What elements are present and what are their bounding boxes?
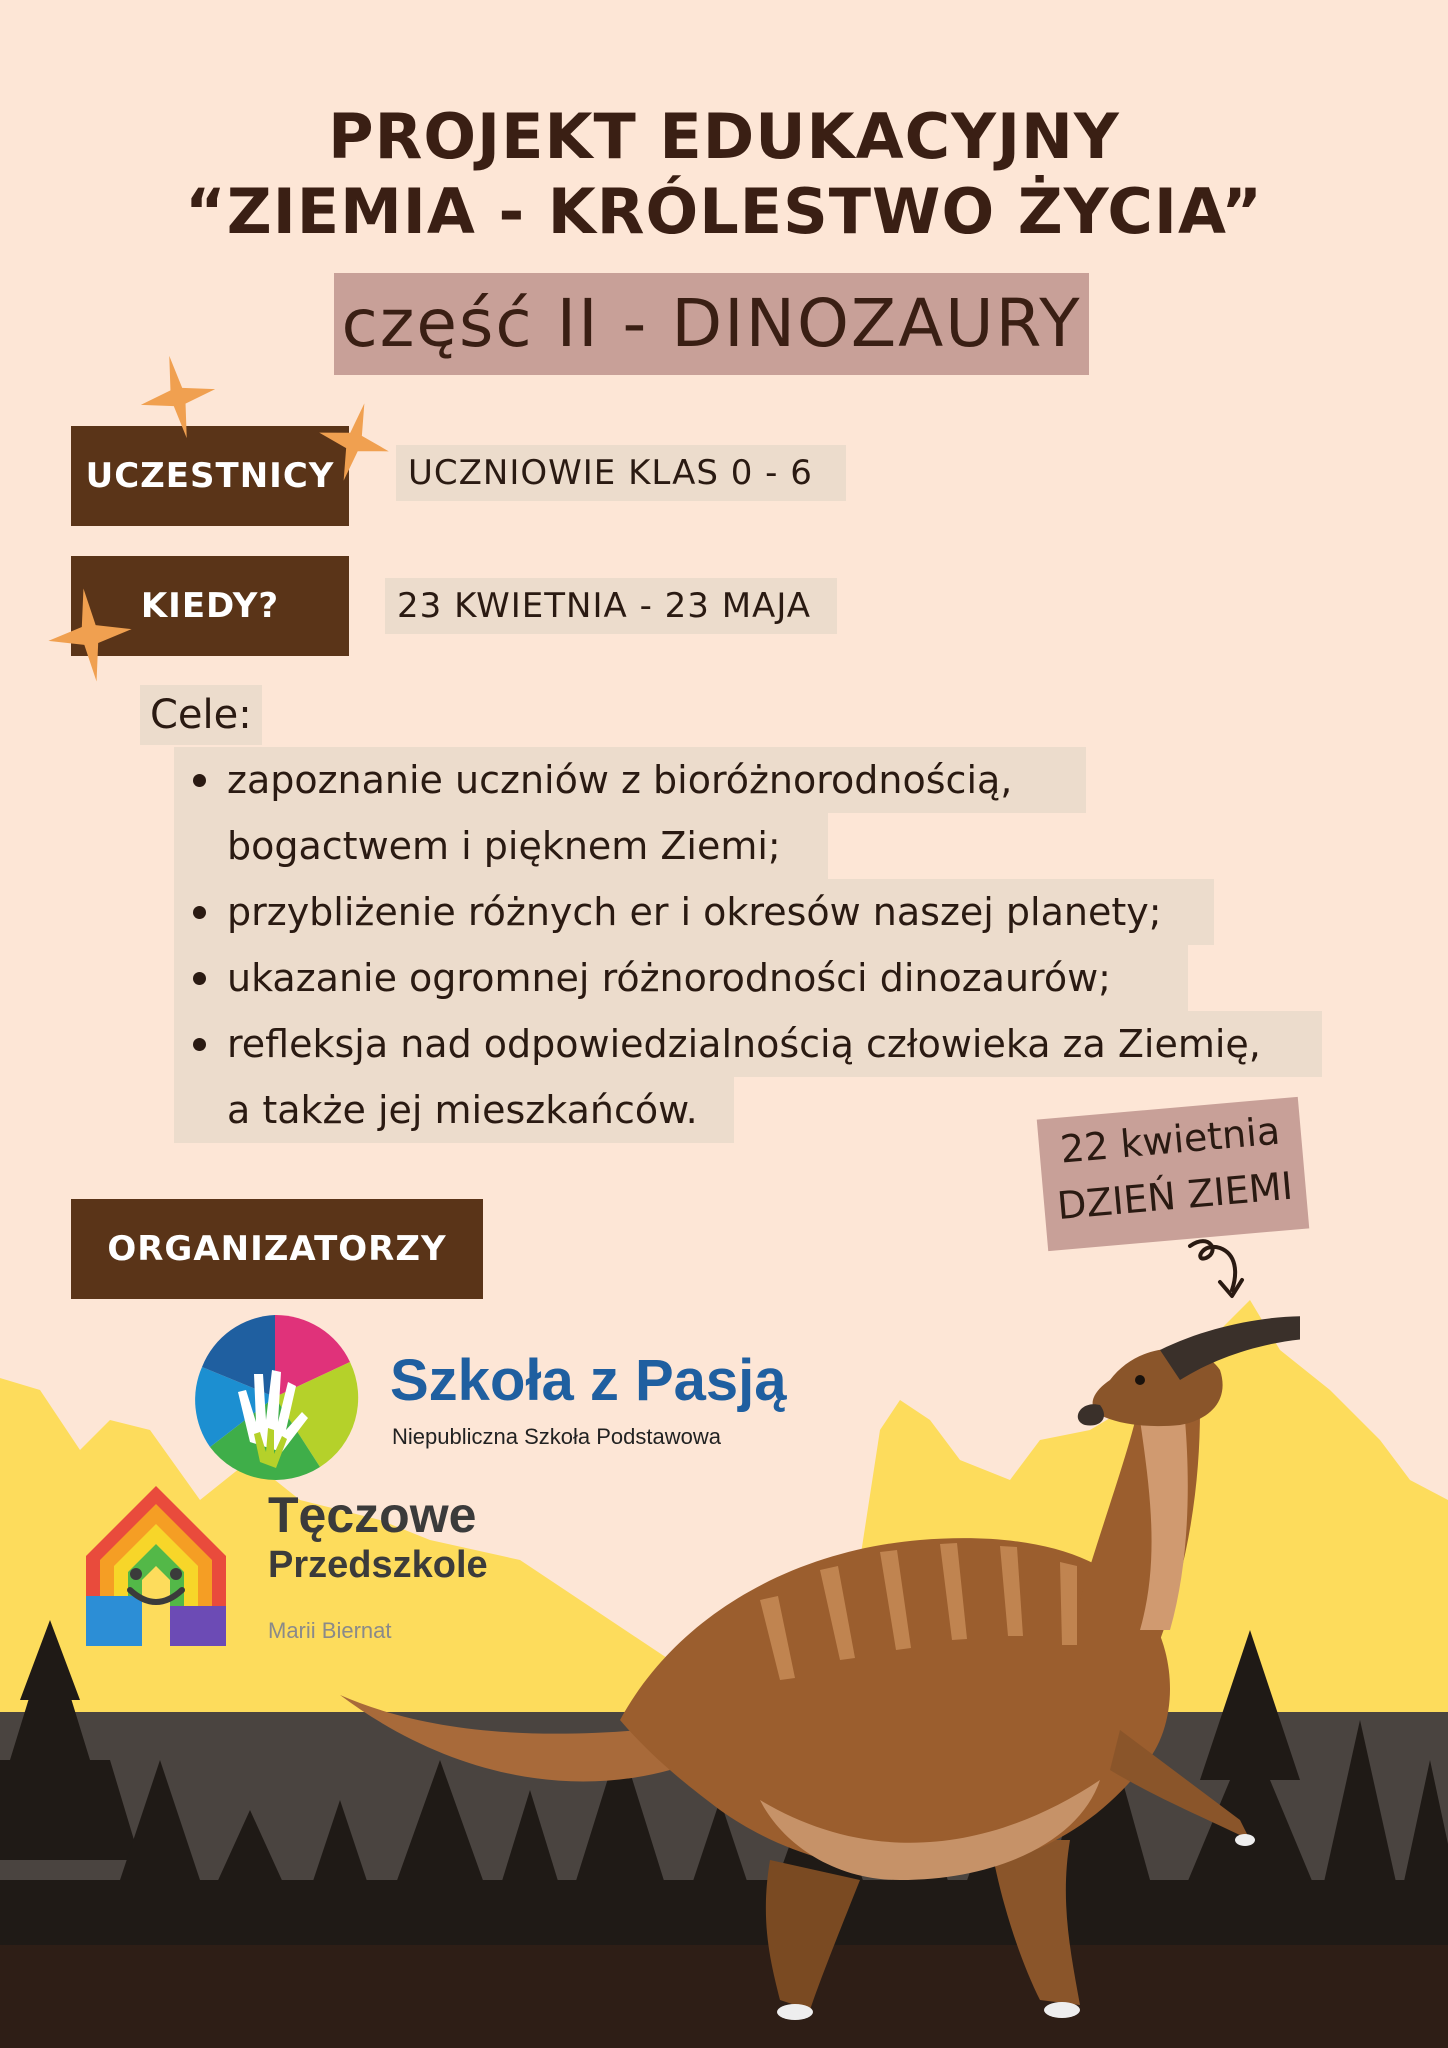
- participants-label: UCZESTNICY: [71, 426, 349, 526]
- when-value: 23 KWIETNIA - 23 MAJA: [385, 578, 837, 634]
- star-icon: [140, 355, 216, 439]
- bullet-icon: [193, 774, 206, 787]
- goal-text: przybliżenie różnych er i okresów naszej planety;: [227, 890, 1162, 934]
- title-line-2: “ZIEMIA - KRÓLESTWO ŻYCIA”: [184, 175, 1263, 248]
- star-icon: [318, 402, 390, 482]
- goal-item-4-line-1: [174, 1011, 1322, 1077]
- subtitle-text: część II - DINOZAURY: [341, 285, 1082, 362]
- earth-day-name: DZIEŃ ZIEMI: [1055, 1163, 1295, 1229]
- participants-value: UCZNIOWIE KLAS 0 - 6: [396, 445, 846, 501]
- title-line-1: PROJEKT EDUKACYJNY: [328, 100, 1120, 173]
- goal-text: a także jej mieszkańców.: [227, 1088, 698, 1132]
- rainbow-house-icon: [86, 1486, 226, 1646]
- preschool-subtitle: Przedszkole: [268, 1544, 488, 1586]
- school-subtitle: Niepubliczna Szkoła Podstawowa: [392, 1424, 721, 1449]
- goal-text: bogactwem i pięknem Ziemi;: [227, 824, 781, 868]
- goal-item-1-line-1: [174, 747, 1086, 813]
- when-label: KIEDY?: [71, 556, 349, 656]
- bullet-icon: [193, 972, 206, 985]
- star-icon: [48, 588, 132, 682]
- goals-heading: Cele:: [140, 685, 262, 745]
- goal-item-3: [174, 945, 1188, 1011]
- school-name: Szkoła z Pasją: [390, 1348, 787, 1413]
- earth-day-date: 22 kwietnia: [1058, 1108, 1282, 1172]
- goal-item-4-line-2: [174, 1077, 734, 1143]
- goal-text: refleksja nad odpowiedzialnością człowieka za Ziemię,: [227, 1022, 1261, 1066]
- preschool-owner: Marii Biernat: [268, 1618, 392, 1643]
- preschool-name: Tęczowe: [268, 1487, 477, 1543]
- goal-item-2: [174, 879, 1214, 945]
- bullet-icon: [193, 906, 206, 919]
- dinosaur-illustration: [340, 1300, 1300, 2040]
- school-emblem-icon: [190, 1312, 360, 1482]
- subtitle-banner: [334, 273, 1089, 375]
- goal-text: ukazanie ogromnej różnorodności dinozaurów;: [227, 956, 1111, 1000]
- organizers-label: ORGANIZATORZY: [71, 1199, 483, 1299]
- earth-day-badge: [1037, 1097, 1310, 1251]
- goal-item-1-line-2: [174, 813, 828, 879]
- goal-text: zapoznanie uczniów z bioróżnorodnością,: [227, 758, 1013, 802]
- bullet-icon: [193, 1038, 206, 1051]
